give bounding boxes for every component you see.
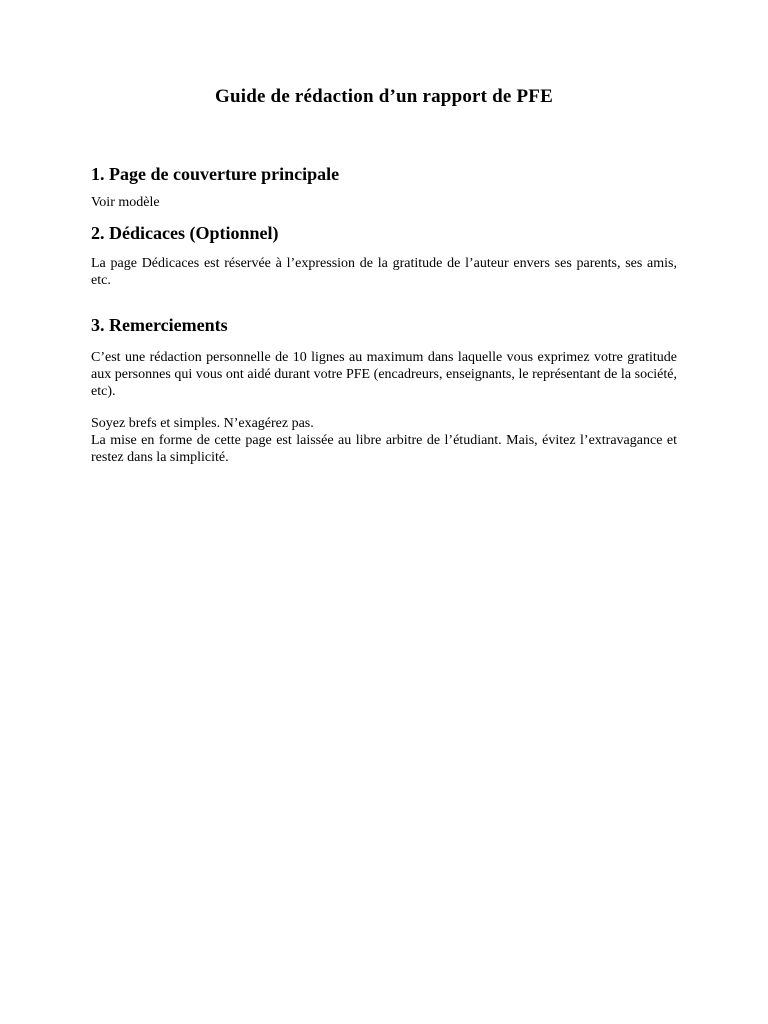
section-heading-cover-page: 1. Page de couverture principale [91, 164, 340, 184]
section-paragraph-acknowledgements-advice [91, 415, 677, 466]
section-heading-dedications: 2. Dédicaces (Optionnel) [91, 223, 279, 243]
document-title: Guide de rédaction d’un rapport de PFE [214, 86, 553, 107]
section-paragraph-dedications: La page Dédicaces est réservée à l’expression de la gratitude de l’auteur envers ses parents, ses amis, etc. [91, 256, 677, 288]
paragraph-line: La mise en forme de cette page est laissée au libre arbitre de l’étudiant. Mais, évitez l’extravagance et restez dans la simplicité. [91, 433, 677, 465]
section-heading-acknowledgements: 3. Remerciements [91, 315, 228, 335]
section-paragraph-cover-page: Voir modèle [91, 195, 160, 210]
paragraph-line: Soyez brefs et simples. N’exagérez pas. [91, 416, 314, 431]
section-paragraph-acknowledgements: C’est une rédaction personnelle de 10 lignes au maximum dans laquelle vous exprimez votre gratitude aux personnes qui vous ont aidé durant votre PFE (encadreurs, enseignants, le représentant de la société, etc). [91, 350, 677, 399]
